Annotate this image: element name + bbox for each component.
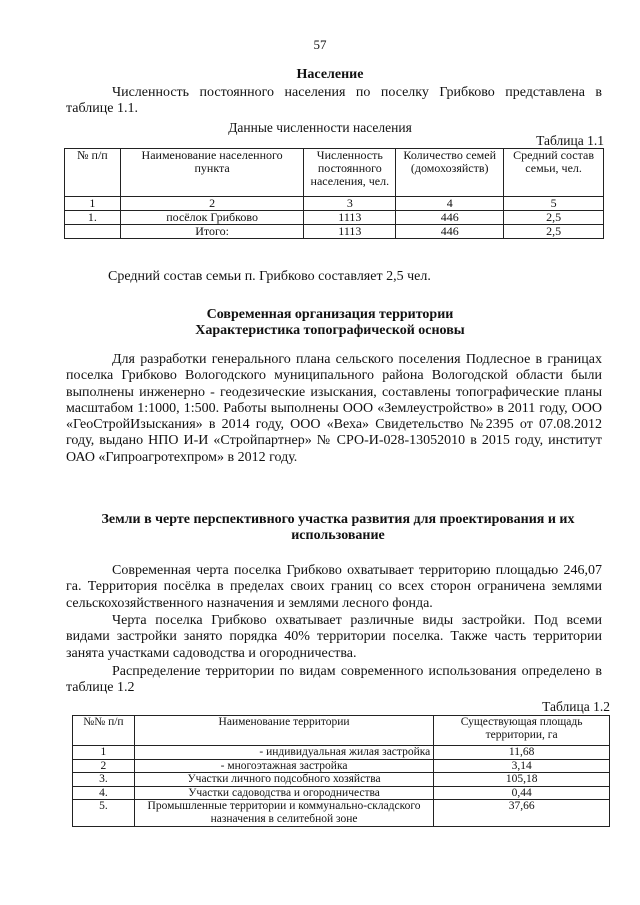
table-row <box>73 786 610 800</box>
table1-header-cell: Средний состав семьи, чел. <box>504 149 604 197</box>
table-row <box>73 800 610 826</box>
table1-cell: 1113 <box>304 225 396 239</box>
table1-cell: 2 <box>120 197 304 211</box>
land-use-table <box>72 715 610 827</box>
table2-cell: - индивидуальная жилая застройка <box>134 746 433 760</box>
table2-cell: 5. <box>73 800 135 826</box>
topo-heading-2: Характеристика топографической основы <box>195 323 465 338</box>
table1-header-cell: Наименование населенного пункта <box>120 149 304 197</box>
lands-paragraph-2: Черта поселка Грибково охватывает различные виды застройки. Под всеми видами застройки занято порядка 40% территории поселка. Также часть территории занята участками садоводства и огородничества. <box>66 613 602 661</box>
table1-cell: 1113 <box>304 211 396 225</box>
table1-label: Таблица 1.1 <box>536 133 604 148</box>
population-heading: Население <box>296 67 364 82</box>
table1-cell: 1 <box>65 197 121 211</box>
table2-cell: 1 <box>73 746 135 760</box>
table1-header-cell: Количество семей (домохозяйств) <box>396 149 504 197</box>
table2-cell: 11,68 <box>434 746 610 760</box>
table1-cell: 2,5 <box>504 225 604 239</box>
page-number: 57 <box>313 37 327 52</box>
topo-paragraph: Для разработки генерального плана сельского поселения Подлесное в границах поселка Грибково Вологодского муниципального района Вологодской области были выполнены инженерно - геодезические изыскания, составлены топографические планы масштабом 1:1000, 1:500. Работы выполнены ООО «Землеустройство» в 2011 году, ООО «ГеоСтройИзыскания» в 2014 году, ООО «Веха» Свидетельство №2395 от 07.08.2012 году, выдано НПО И-И «Стройпартнер» № СРО-И-028-13052010 в 2015 году, институт ОАО «Гипроагротехпром» в 2012 году. <box>66 352 602 465</box>
table2-cell: 4. <box>73 786 135 800</box>
table2-cell: 3. <box>73 773 135 787</box>
table2-cell: 37,66 <box>434 800 610 826</box>
table1-cell: 1. <box>65 211 121 225</box>
table2-cell: Участки садоводства и огородничества <box>134 786 433 800</box>
table-row <box>73 773 610 787</box>
table-row <box>65 225 604 239</box>
table2-header-cell: Наименование территории <box>134 716 433 746</box>
table2-header-cell: Существующая площадь территории, га <box>434 716 610 746</box>
table-row <box>73 759 610 773</box>
table2-cell: 105,18 <box>434 773 610 787</box>
table2-cell: 3,14 <box>434 759 610 773</box>
population-intro: Численность постоянного населения по поселку Грибково представлена в таблице 1.1. <box>66 85 602 117</box>
topo-heading-1: Современная организация территории <box>206 307 454 322</box>
table2-cell: 2 <box>73 759 135 773</box>
table1-header-cell: Численность постоянного населения, чел. <box>304 149 396 197</box>
table1-cell: 5 <box>504 197 604 211</box>
table1-cell: 2,5 <box>504 211 604 225</box>
table2-cell: Промышленные территории и коммунально-складского назначения в селитебной зоне <box>134 800 433 826</box>
table-row <box>65 197 604 211</box>
table2-cell: Участки личного подсобного хозяйства <box>134 773 433 787</box>
population-table <box>64 148 604 239</box>
table2-cell: 0,44 <box>434 786 610 800</box>
table2-cell: - многоэтажная застройка <box>134 759 433 773</box>
lands-paragraph-3: Распределение территории по видам современного использования определено в таблице 1.2 <box>66 664 602 696</box>
table2-header-cell: №№ п/п <box>73 716 135 746</box>
table1-header-cell: № п/п <box>65 149 121 197</box>
table1-cell <box>65 225 121 239</box>
table1-cell: 446 <box>396 211 504 225</box>
lands-heading: Земли в черте перспективного участка развития для проектирования и их использование <box>101 512 575 543</box>
table-row <box>73 746 610 760</box>
table1-caption: Данные численности населения <box>228 120 412 135</box>
table1-cell: посёлок Грибково <box>120 211 304 225</box>
family-summary: Средний состав семьи п. Грибково составляет 2,5 чел. <box>108 269 431 284</box>
lands-paragraph-1: Современная черта поселка Грибково охватывает территорию площадью 246,07 га. Территория посёлка в пределах своих границ со всех сторон ограничена землями сельскохозяйственного назначения и землями лесного фонда. <box>66 563 602 611</box>
table1-cell: 4 <box>396 197 504 211</box>
table-row <box>65 211 604 225</box>
table1-cell: Итого: <box>120 225 304 239</box>
table1-cell: 446 <box>396 225 504 239</box>
table2-label: Таблица 1.2 <box>542 699 610 714</box>
table1-cell: 3 <box>304 197 396 211</box>
